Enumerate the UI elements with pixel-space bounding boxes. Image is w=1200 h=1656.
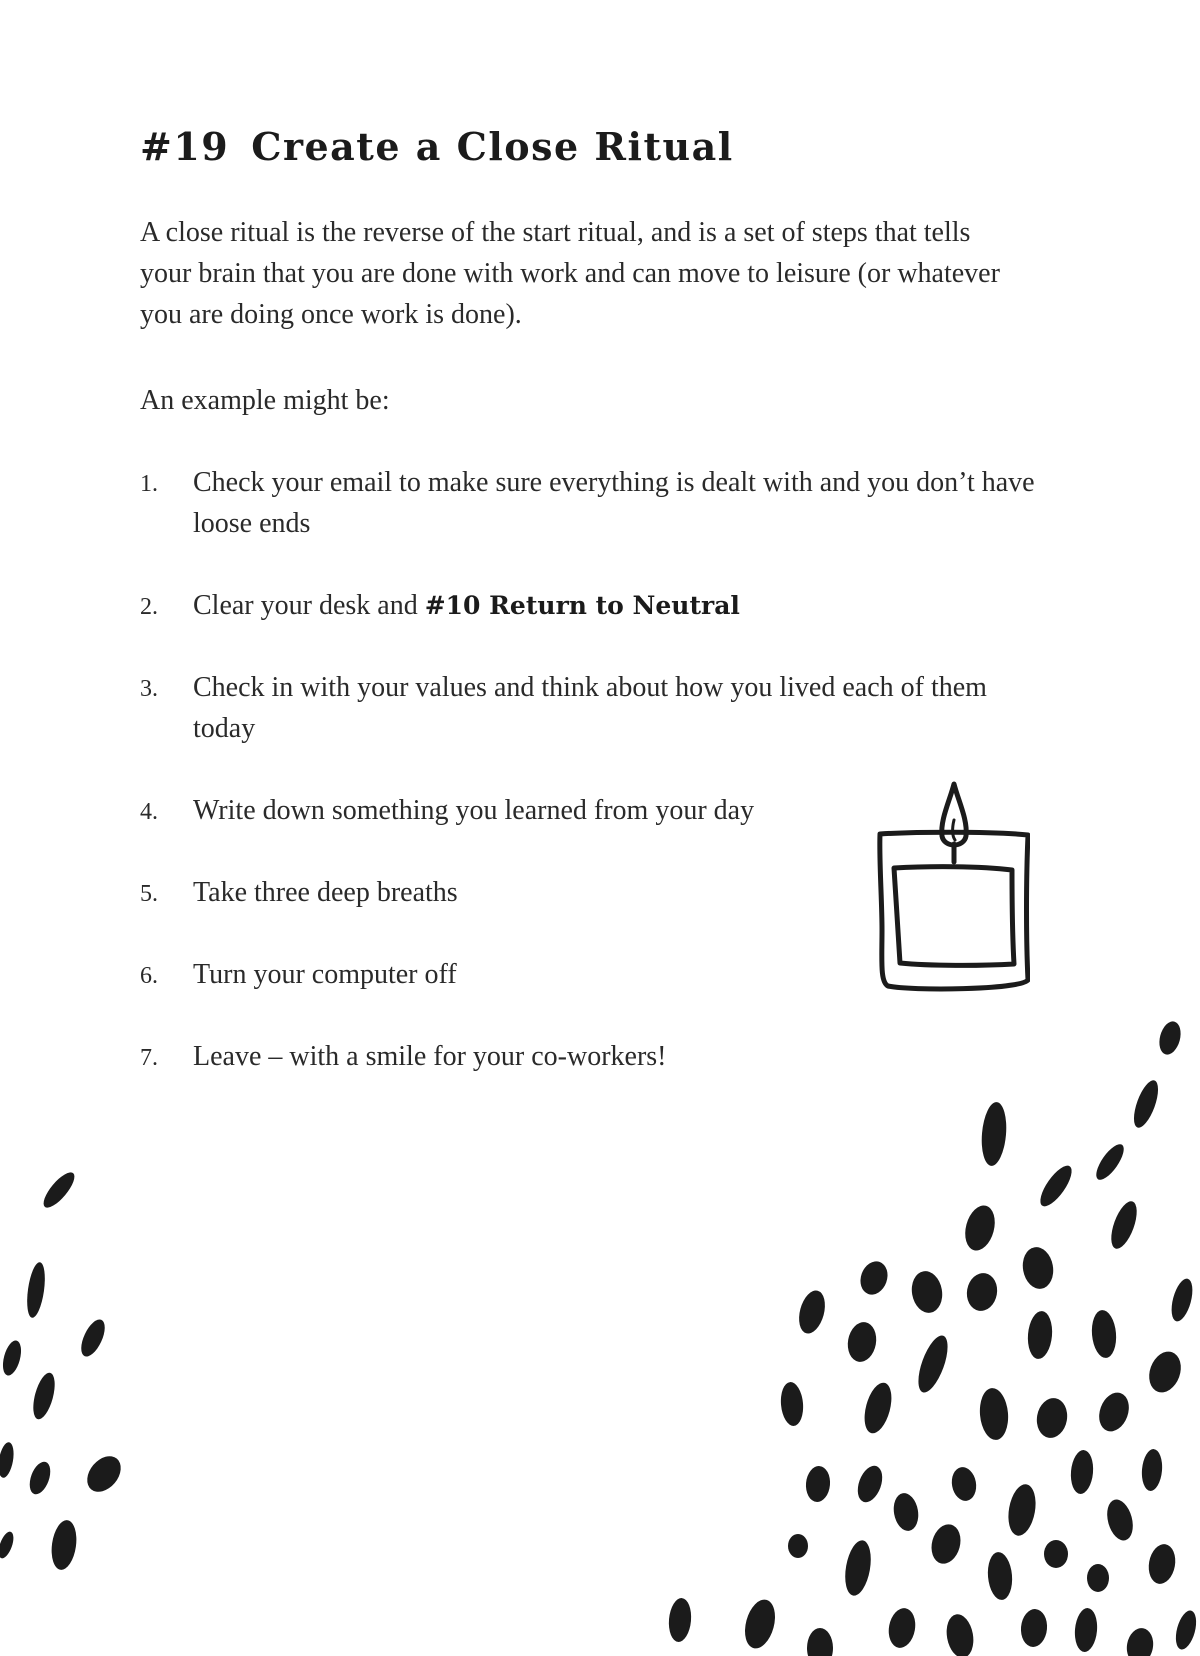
brush-dot-pattern-left (0, 1160, 140, 1580)
brush-dot (979, 1101, 1008, 1167)
brush-dot (1090, 1309, 1118, 1359)
brush-dot (1172, 1608, 1200, 1651)
lead-paragraph: An example might be: (140, 385, 390, 416)
brush-dot (949, 1465, 979, 1503)
step-text: Check your email to make sure everything is dealt with and you don’t have loose ends (193, 467, 1035, 539)
brush-dot (0, 1339, 24, 1378)
brush-dot (0, 1530, 16, 1560)
brush-dot (860, 1380, 897, 1436)
brush-dot (841, 1538, 874, 1597)
brush-dot (80, 1450, 127, 1499)
candle-icon (870, 780, 1030, 994)
brush-dot (788, 1534, 808, 1558)
brush-dot (845, 1320, 880, 1364)
brush-dot (1106, 1198, 1142, 1252)
brush-dot (1103, 1497, 1137, 1544)
brush-dot (964, 1271, 1000, 1314)
brush-dot (856, 1258, 892, 1299)
brush-dot (1035, 1161, 1077, 1211)
brush-dot (927, 1521, 964, 1567)
brush-dot (886, 1606, 919, 1650)
brush-dot (1026, 1310, 1054, 1360)
brush-dot (986, 1551, 1014, 1601)
brush-dot (1044, 1540, 1068, 1568)
brush-dot (961, 1202, 1000, 1254)
step-text: Turn your computer off (193, 959, 457, 990)
step-number: 5. (140, 881, 158, 907)
brush-dot (24, 1261, 48, 1319)
step-number: 6. (140, 963, 158, 989)
brush-dot (1073, 1607, 1099, 1653)
title-text: Create a Close Ritual (251, 124, 734, 169)
brush-dot-pattern-right (650, 1010, 1200, 1656)
brush-dot (804, 1465, 831, 1503)
brush-dot (1168, 1276, 1197, 1323)
brush-dot (1087, 1564, 1109, 1592)
brush-dot (1019, 1608, 1048, 1648)
step-text: Leave – with a smile for your co-workers! (193, 1041, 667, 1072)
brush-dot (1094, 1388, 1134, 1435)
list-item (140, 462, 1040, 544)
brush-dot (1020, 1245, 1057, 1292)
brush-dot (1156, 1019, 1184, 1057)
step-number: 2. (140, 594, 158, 620)
brush-dot (1146, 1542, 1179, 1586)
list-item (140, 667, 1040, 749)
brush-dot (740, 1596, 780, 1652)
brush-dot (779, 1381, 805, 1427)
brush-dot (795, 1288, 830, 1337)
brush-dot (1144, 1347, 1187, 1397)
brush-dot (39, 1168, 80, 1212)
brush-dot (26, 1459, 55, 1497)
brush-dot (1005, 1482, 1040, 1538)
brush-dot (978, 1387, 1010, 1441)
step-text: Check in with your values and think about how you lived each of them today (193, 672, 987, 744)
step-text: Take three deep breaths (193, 877, 458, 908)
brush-dot (76, 1316, 109, 1360)
brush-dot (1069, 1449, 1095, 1495)
brush-dot (1091, 1140, 1128, 1184)
step-number: 7. (140, 1045, 158, 1071)
brush-dot (0, 1441, 16, 1479)
brush-dot (1129, 1077, 1163, 1130)
brush-dot (29, 1370, 59, 1421)
step-text: Write down something you learned from your day (193, 795, 755, 826)
step-reference-link-text: #10 Return to Neutral (424, 591, 740, 620)
brush-dot (1124, 1626, 1156, 1656)
candle-wax (894, 867, 1014, 966)
step-number: 4. (140, 799, 158, 825)
brush-dot (49, 1519, 80, 1572)
brush-dot (943, 1612, 976, 1656)
title-number: #19 (140, 124, 230, 169)
page-title (140, 124, 734, 169)
brush-dot (807, 1628, 833, 1656)
intro-paragraph: A close ritual is the reverse of the start ritual, and is a set of steps that tells your brain that you are done with work and can move to leisure (or whatever you are doing once work is done). (140, 217, 1000, 330)
step-text: Clear your desk and (193, 590, 425, 621)
brush-dot (1034, 1396, 1070, 1441)
brush-dot (667, 1597, 693, 1643)
brush-dot (1140, 1448, 1164, 1492)
step-number: 1. (140, 471, 158, 497)
brush-dot (912, 1332, 953, 1396)
brush-dot (909, 1269, 946, 1316)
brush-dot (891, 1491, 921, 1533)
brush-dot (853, 1462, 887, 1505)
list-item (140, 585, 1040, 626)
step-number: 3. (140, 676, 158, 702)
